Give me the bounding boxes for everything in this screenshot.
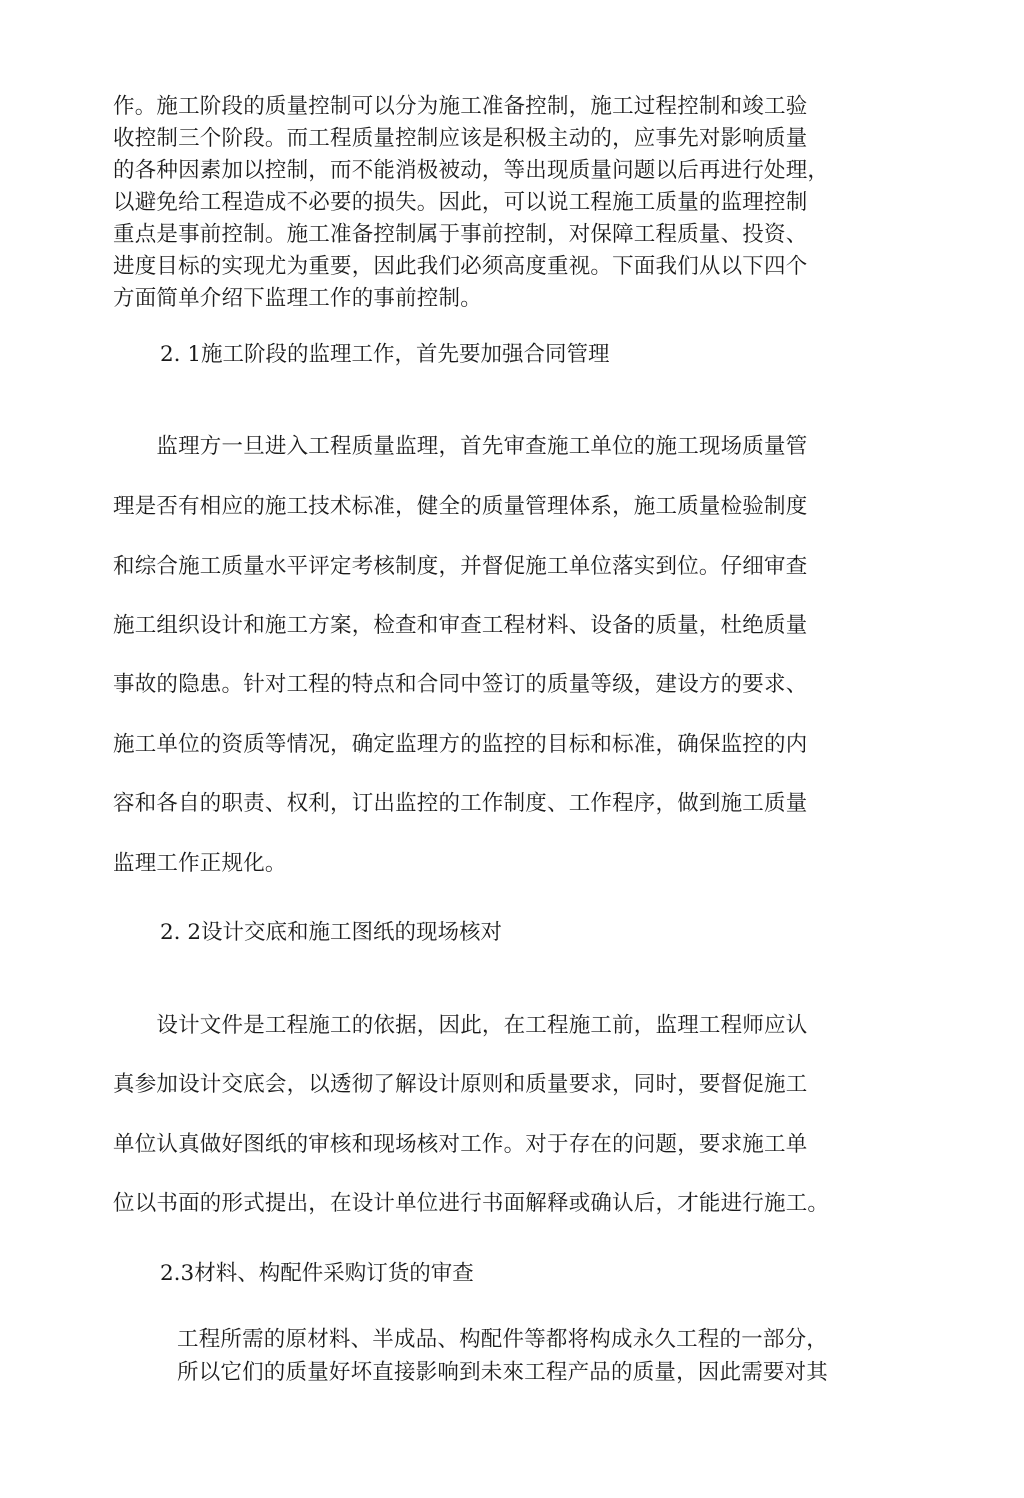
text-line: 设计文件是工程施工的依据，因此，在工程施工前，监理工程师应认	[113, 1013, 808, 1038]
text-line: 理是否有相应的施工技术标准，健全的质量管理体系，施工质量检验制度	[113, 494, 808, 519]
text-line: 所以它们的质量好坏直接影响到未來工程产品的质量，因此需要对其	[177, 1360, 829, 1385]
text-line: 进度目标的实现尤为重要，因此我们必须高度重视。下面我们从以下四个	[113, 254, 808, 279]
text-line: 真参加设计交底会，以透彻了解设计原则和质量要求，同时，要督促施工	[113, 1072, 808, 1097]
text-line: 监理工作正规化。	[113, 851, 287, 876]
text-line: 单位认真做好图纸的审核和现场核对工作。对于存在的问题，要求施工单	[113, 1132, 808, 1157]
text-line: 重点是事前控制。施工准备控制属于事前控制，对保障工程质量、投资、	[113, 222, 808, 247]
text-line: 和综合施工质量水平评定考核制度，并督促施工单位落实到位。仔细审查	[113, 554, 808, 579]
text-line: 的各种因素加以控制，而不能消极被动，等出现质量问题以后再进行处理，	[113, 158, 830, 183]
text-line: 位以书面的形式提出，在设计单位进行书面解释或确认后，才能进行施工。	[113, 1191, 830, 1216]
text-line: 容和各自的职责、权利，订出监控的工作制度、工作程序，做到施工质量	[113, 791, 808, 816]
section-heading-2-2: 2. 2设计交底和施工图纸的现场核对	[160, 920, 503, 945]
text-line: 工程所需的原材料、半成品、构配件等都将构成永久工程的一部分，	[177, 1327, 829, 1352]
section-heading-2-3: 2.3材料、构配件采购订货的审查	[160, 1261, 474, 1286]
text-line: 方面简单介绍下监理工作的事前控制。	[113, 286, 482, 311]
text-line: 监理方一旦进入工程质量监理，首先审查施工单位的施工现场质量管	[113, 434, 808, 459]
text-line: 施工组织设计和施工方案，检查和审查工程材料、设备的质量，杜绝质量	[113, 613, 808, 638]
text-line: 事故的隐患。针对工程的特点和合同中签订的质量等级，建设方的要求、	[113, 672, 808, 697]
text-line: 以避免给工程造成不必要的损失。因此，可以说工程施工质量的监理控制	[113, 190, 808, 215]
text-line: 作。施工阶段的质量控制可以分为施工准备控制，施工过程控制和竣工验	[113, 94, 808, 119]
section-heading-2-1: 2. 1施工阶段的监理工作，首先要加强合同管理	[160, 342, 610, 367]
text-line: 收控制三个阶段。而工程质量控制应该是积极主动的，应事先对影响质量	[113, 126, 808, 151]
text-line: 施工单位的资质等情况，确定监理方的监控的目标和标准，确保监控的内	[113, 732, 808, 757]
